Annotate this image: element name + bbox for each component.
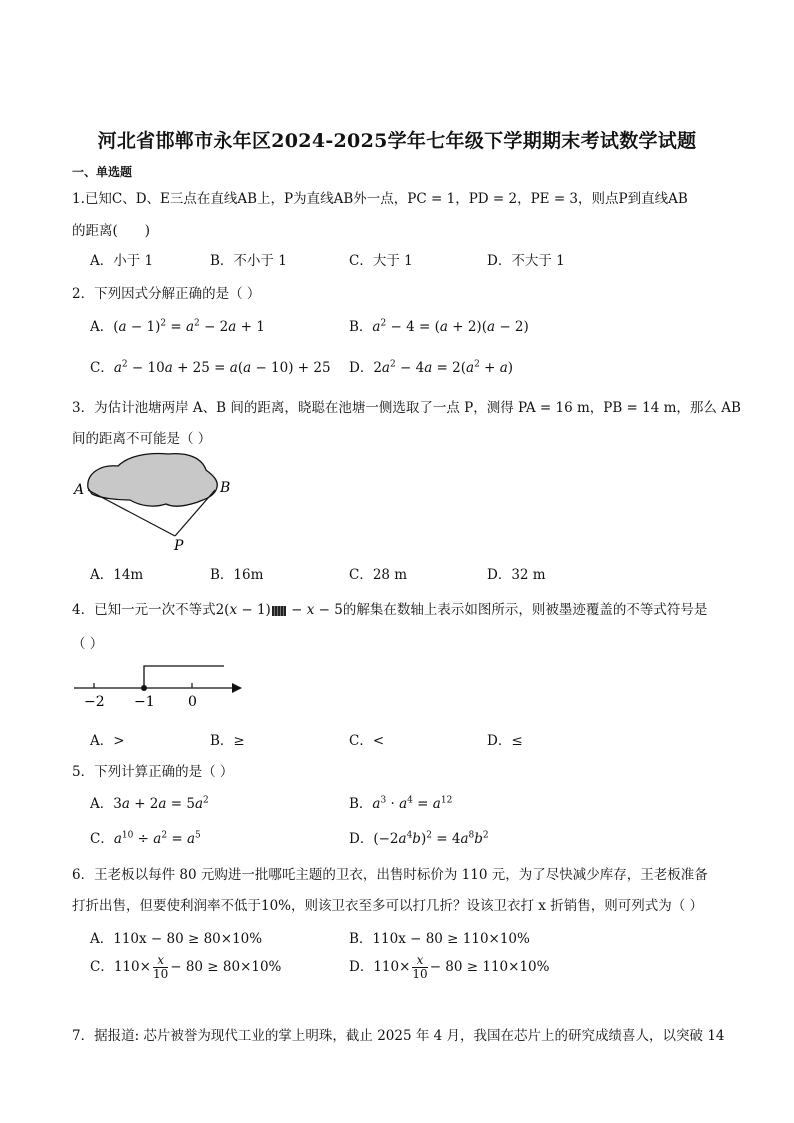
q5-option-c [90, 827, 201, 847]
q5-option-a [90, 792, 209, 812]
q1-stem-line1: 1.已知C、D、E三点在直线AB上，P为直线AB外一点，PC = 1，PD = 2，PE = 3，则点P到直线AB [72, 191, 688, 207]
q2-option-a [90, 315, 265, 335]
q5-option-a-label: A． [90, 796, 114, 812]
tick-label-minus1: −1 [134, 694, 155, 710]
q2-option-b-formula: $a^2 - 4 = (a + 2)(a - 2)$ [372, 318, 529, 335]
q6-option-d [349, 954, 549, 981]
q2-option-d [349, 356, 513, 376]
q2-option-d-formula: $2a^2 - 4a = 2(a^2 + a)$ [373, 359, 514, 376]
q1-stem-line2: 的距离( ) [72, 223, 151, 239]
q6-option-d-formula: 110× $\frac{x}{10}$ − 80 ≥ 110×10% [373, 953, 550, 981]
q2-stem: 2．下列因式分解正确的是（ ） [72, 286, 261, 302]
label-b: B [220, 480, 231, 496]
q6-option-c [90, 954, 281, 981]
q4-stem-line1 [72, 598, 707, 618]
q1-option-b: B．不小于 1 [210, 253, 287, 269]
q3-stem-line1: 3．为估计池塘两岸 A、B 间的距离，晓聪在池塘一侧选取了一点 P，测得 PA = 16 m，PB = 14 m，那么 AB [72, 400, 741, 416]
q4-stem-post: 的解集在数轴上表示如图所示，则被墨迹覆盖的不等式符号是 [342, 602, 708, 618]
q5-stem: 5．下列计算正确的是（ ） [72, 764, 234, 780]
q4-option-c: C．< [349, 733, 385, 749]
label-p: P [174, 538, 184, 554]
q6-option-c-formula: 110× $\frac{x}{10}$ − 80 ≥ 80×10% [113, 953, 282, 981]
q5-option-d-formula: $(-2a^4b)^2 = 4a^8b^2$ [373, 830, 489, 847]
q5-option-d-label: D． [349, 831, 374, 847]
q2-option-c [90, 356, 331, 376]
q3-option-b: B．16m [210, 567, 264, 583]
q5-option-b [349, 792, 452, 812]
q7-stem-line1: 7．据报道: 芯片被誉为现代工业的掌上明珠，截止 2025 年 4 月，我国在芯片上的研究成绩喜人，以突破 14 [72, 1028, 725, 1044]
q4-number-line [70, 660, 250, 710]
q5-option-b-formula: $a^3 \cdot a^4 = a^{12}$ [372, 795, 453, 812]
q2-option-d-label: D． [349, 360, 374, 376]
q2-option-a-formula: $(a - 1)^2 = a^2 - 2a + 1$ [113, 318, 265, 335]
q5-option-c-label: C． [90, 831, 114, 847]
q6-stem-line1: 6．王老板以每件 80 元购进一批哪吒主题的卫衣，出售时标价为 110 元，为了尽快减少库存，王老板准备 [72, 867, 708, 883]
pond-shape [88, 454, 217, 507]
q4-stem-pre: 4．已知一元一次不等式 [72, 602, 216, 618]
q2-option-b [349, 315, 529, 335]
q3-option-a: A．14m [90, 567, 144, 583]
section-heading: 一、单选题 [72, 165, 133, 179]
q6-option-d-label: D． [349, 959, 374, 975]
solid-endpoint [141, 685, 147, 691]
q2-option-c-formula: $a^2 - 10a + 25 = a(a - 10) + 25$ [113, 359, 331, 376]
q6-option-a: A．110x − 80 ≥ 80×10% [90, 931, 263, 947]
label-a: A [74, 482, 85, 498]
q3-stem-line2: 间的距离不可能是（ ） [72, 431, 212, 447]
q5-option-c-formula: $a^{10} \div a^2 = a^5$ [113, 830, 201, 847]
q4-stem-line2: （ ） [72, 636, 104, 652]
q4-option-d: D．≤ [487, 733, 523, 749]
solution-ray [144, 666, 224, 688]
q5-option-a-formula: $3a + 2a = 5a^2$ [113, 795, 209, 812]
q2-option-c-label: C． [90, 360, 114, 376]
q5-option-b-label: B． [349, 796, 373, 812]
q6-stem-line2: 打折出售，但要使利润率不低于10%，则该卫衣至多可以打几折？设该卫衣打 x 折销售，则可列式为（ ） [72, 898, 703, 914]
q1-option-d: D．不大于 1 [487, 253, 565, 269]
q3-option-c: C．28 m [349, 567, 408, 583]
q2-option-b-label: B． [349, 319, 373, 335]
tick-label-0: 0 [188, 694, 197, 710]
q6-option-b: B．110x − 80 ≥ 110×10% [349, 931, 530, 947]
q1-option-c: C．大于 1 [349, 253, 413, 269]
q4-inequality: 2(x − 1) − x − 5 [215, 602, 343, 618]
q4-option-a: A．> [90, 733, 125, 749]
page-title: 河北省邯郸市永年区2024-2025学年七年级下学期期末考试数学试题 [97, 130, 697, 152]
q1-option-a: A．小于 1 [90, 253, 154, 269]
q3-pond-figure [70, 450, 250, 554]
axis-arrow [232, 683, 242, 693]
q3-option-d: D．32 m [487, 567, 546, 583]
q2-option-a-label: A． [90, 319, 114, 335]
ink-blot [272, 606, 286, 616]
q5-option-d [349, 827, 489, 847]
q6-option-c-label: C． [90, 959, 114, 975]
tick-label-minus2: −2 [84, 694, 105, 710]
q4-option-b: B．≥ [210, 733, 245, 749]
